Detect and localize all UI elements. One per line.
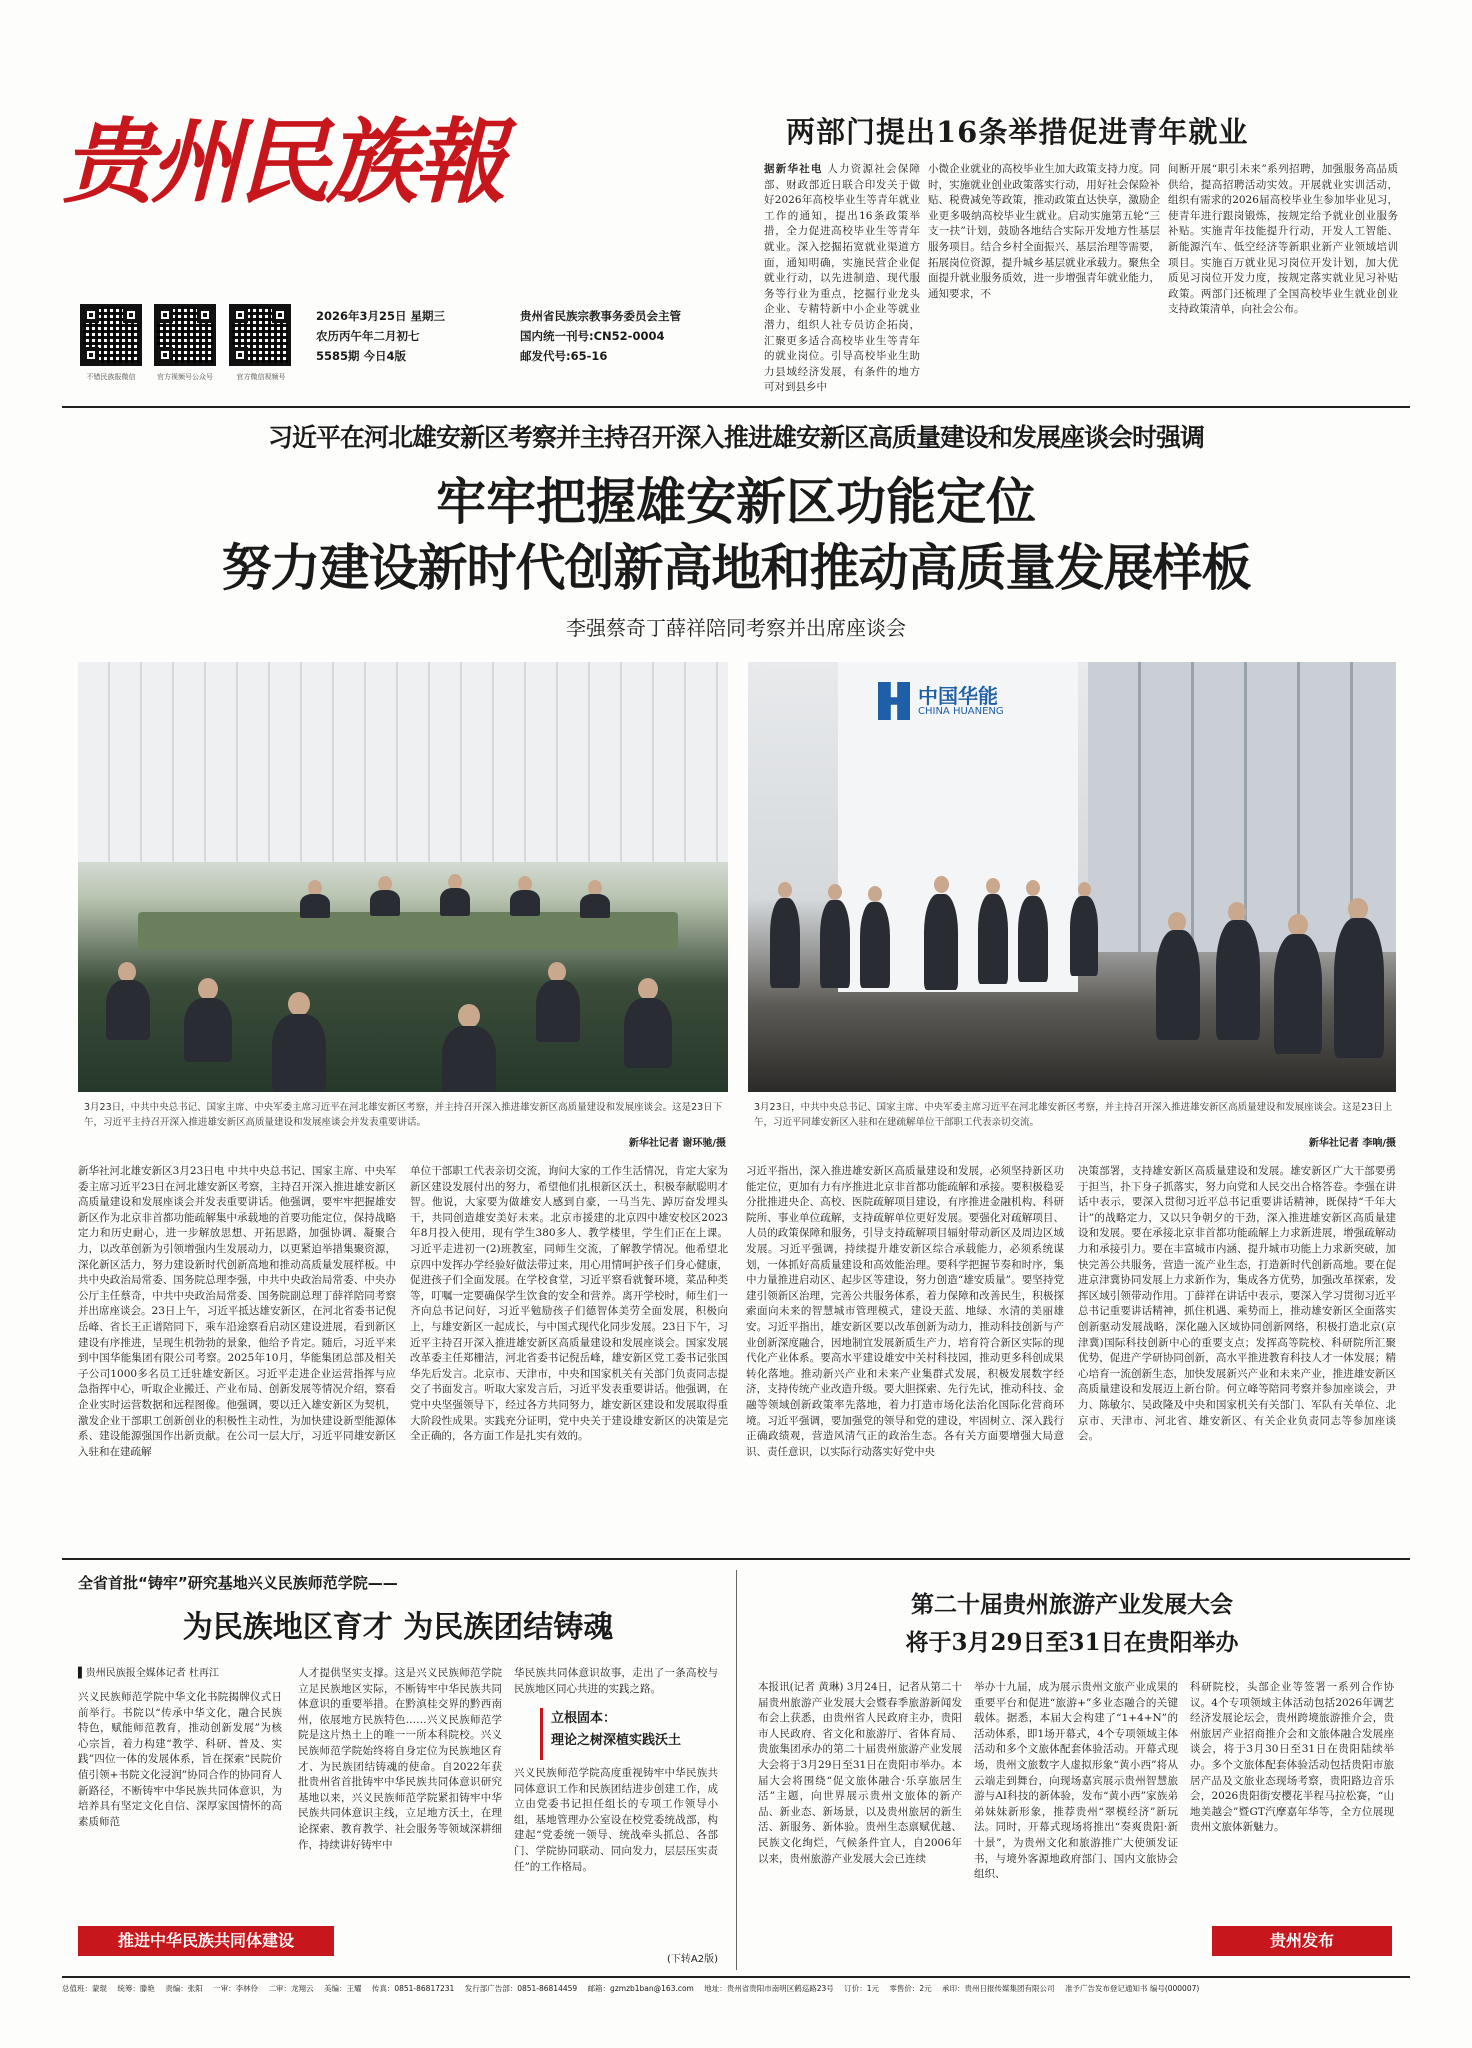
top-story-col-1 xyxy=(764,162,920,402)
masthead-date-block xyxy=(316,306,445,366)
photo-credit-right: 新华社记者 李响/摄 xyxy=(1308,1138,1396,1149)
qr-label: 不错民族报微信 xyxy=(86,373,136,381)
right-story-headline-1[interactable]: 第二十届贵州旅游产业发展大会 xyxy=(911,1591,1233,1618)
photo-caption-right: 3月23日，中共中央总书记、国家主席、中央军委主席习近平在河北雄安新区考察，并主持召开深入推进雄安新区高质量建设和发展座谈会。这是23日上午，习近平同雄安新区入驻和在建疏解单位干部职工代表亲切交流。 xyxy=(754,1102,1393,1128)
footer-item: 零售价：2元 xyxy=(889,1984,932,1993)
lead-body-col-3: 习近平指出，深入推进雄安新区高质量建设和发展，必须坚持新区功能定位，更加有力有序推进北京非首都功能疏解和承接。要积极稳妥分批推进央企、高校、医院疏解项目建设，有序推进金融机构、科研院所、事业单位疏解，支持疏解单位更好发展。要强化对疏解项目、人员的政策保障和服务，引导支持疏解项目辐射带动新区及周边区域发展。习近平强调，持续提升雄安新区综合承载能力，必须系统谋划，一体抓好高质量建设和高效能治理。要科学把握节奏和时序，集中力量推进启动区、起步区等建设，努力创造“雄安质量”。要坚持党建引领新区治理，完善公共服务体系，着力保障和改善民生，积极探索面向未来的智慧城市管理模式，建设天蓝、地绿、水清的美丽雄安。习近平指出，雄安新区要以改革创新为动力，推动科技创新与产业创新深度融合，因地制宜发展新质生产力，培育符合新区实际的现代化产业体系。要高水平建设雄安中关村科技园，推动更多科创成果转化落地。推动新兴产业和未来产业集群式发展，积极发展数字经济，支持传统产业改造升级。要大胆探索、先行先试，推动科技、金融等领域创新政策率先落地，着力打造市场化法治化国际化营商环境。习近平强调，要加强党的领导和党的建设，牢固树立、深入践行正确政绩观，营造风清气正的政治生态。各有关方面要增强大局意识、责任意识，以实际行动落实好党中央 xyxy=(746,1165,1064,1458)
byline-text: 贵州民族报全媒体记者 杜再江 xyxy=(85,1668,219,1679)
qr-code[interactable] xyxy=(154,304,216,366)
top-story-headline[interactable]: 两部门提出16条举措促进青年就业 xyxy=(786,115,1249,149)
footer-item: 责编：张阳 xyxy=(165,1984,203,1993)
sidebar-label: 立根固本： xyxy=(551,1711,617,1726)
qr-code[interactable] xyxy=(80,304,142,366)
footer-item[interactable]: 邮箱：gzmzb1ban@163.com xyxy=(587,1984,694,1993)
column-divider xyxy=(736,1570,737,1970)
footer-item: 一审：李林伶 xyxy=(213,1984,259,1993)
footer-item: 统筹：滕艳 xyxy=(117,1984,155,1993)
divider xyxy=(62,1976,1410,1978)
footer-item: 二审：龙翔云 xyxy=(268,1984,314,1993)
dateline: 据新华社电 xyxy=(764,163,823,175)
issue-date: 2026年3月25日 星期三 xyxy=(316,309,446,323)
top-story-col-2: 小微企业就业的高校毕业生加大政策支持力度。同时，实施就业创业政策落实行动，用好社会保险补贴、税费减免等政策，推动政策直达快享，激励企业更多吸纳高校毕业生就业。启动实施第五轮“三支一扶”计划，鼓励各地结合实际开发地方性基层服务项目。结合乡村全面振兴、基层治理等需要，拓展岗位资源，提升城乡基层就业承载力。聚焦全面提升就业服务质效，进一步增强青年就业能力，通知要求，不 xyxy=(928,163,1160,300)
right-story-headline-2[interactable]: 将于3月29日至31日在贵阳举办 xyxy=(905,1629,1239,1656)
top-story-col-3: 间断开展“职引未来”系列招聘，加强服务高品质供给，提高招聘活动实效。开展就业实训活动，组织有需求的2026届高校毕业生参加毕业见习，使青年进行跟岗锻炼，按规定给予就业创业服务补贴。实施青年技能提升行动，开发人工智能、新能源汽车、低空经济等新职业新产业领域培训项目。实施百万就业见习岗位开发计划，加大优质见习岗位开发力度，按规定落实就业见习补贴政策。两部门还梳理了全国高校毕业生就业创业支持政策清单，向社会公布。 xyxy=(1168,163,1398,316)
left-story-col-1: 兴义民族师范学院中华文化书院揭牌仪式日前举行。书院以“传承中华文化，融合民族特色，赋能师范教育，推动创新发展”为核心宗旨，着力构建“教学、科研、普及、实践”四位一体的发展体系，旨在探索“民院价值引领+书院文化浸润”协同合作的协同育人新路径，不断铸牢中华民族共同体意识，为培养具有坚定文化自信、深厚家国情怀的高素质师范 xyxy=(78,1691,282,1828)
footer-item: 发行部广告部：0851-86814459 xyxy=(464,1984,578,1993)
publisher: 贵州省民族宗教事务委员会主管 xyxy=(520,309,681,323)
left-story-byline xyxy=(78,1666,278,1682)
company-sign-en: CHINA HUANENG xyxy=(918,706,1004,717)
lead-subhead: 李强蔡奇丁薛祥陪同考察并出席座谈会 xyxy=(566,616,906,640)
right-story-col-2: 举办十九届，成为展示贵州文旅产业成果的重要平台和促进“旅游+”多业态融合的关键载体。据悉，本届大会构建了“1+4+N”的活动体系，即1场开幕式，4个专项领域主体活动和多个文旅体配套体验活动。开幕式现场，贵州文旅数字人虚拟形象“黄小西”将从云端走到舞台，向现场嘉宾展示贵州智慧旅游与AI科技的新体验，发布“黄小西”家族弟弟妹妹新形象，推荐贵州“翠模经济”新玩法。同时，开幕式现场将推出“奏爽贵阳·新十景”，为贵州文化和旅游推广大使颁发证书，与境外客源地政府部门、国内文旅协会组织、 xyxy=(974,1681,1178,1881)
qr-code[interactable] xyxy=(229,304,291,366)
byline-marker-icon: ▌ xyxy=(78,1668,86,1679)
masthead-title: 贵州民族報 xyxy=(62,108,503,216)
issue-number: 5585期 今日4版 xyxy=(316,349,407,363)
lead-photo-meeting[interactable] xyxy=(78,662,728,1092)
lead-headline-1[interactable]: 牢牢把握雄安新区功能定位 xyxy=(436,473,1036,531)
footer-item: 准予广告发布登记通知书 编号(000007) xyxy=(1064,1984,1200,1993)
divider xyxy=(62,406,1410,408)
lead-photo-lobby[interactable] xyxy=(748,662,1396,1092)
cn-number: 国内统一刊号:CN52-0004 xyxy=(520,329,665,343)
footer xyxy=(62,1982,1410,1996)
right-story-col-1: 本报讯(记者 黄琳) 3月24日，记者从第二十届贵州旅游产业发展大会暨春季旅游新闻发布会上获悉，由贵州省人民政府主办，贵阳市人民政府、省文化和旅游厅、省体育局、贵旅集团承办的第二十届贵州旅游产业发展大会将于3月29日至31日在贵阳市举办。本届大会将围绕“促文旅体融合·乐享旅居生活”主题，向世界展示贵州文旅体的新产品、新业态、新场景，以及贵州旅居的新生活、新服务、新体验。贵州生态禀赋优越、民族文化绚烂，气候条件宜人，自2006年以来，贵州旅游产业发展大会已连续 xyxy=(758,1681,962,1865)
left-story-headline[interactable]: 为民族地区育才 为民族团结铸魂 xyxy=(182,1610,614,1645)
left-story-kicker: 全省首批“铸牢”研究基地兴义民族师范学院—— xyxy=(78,1574,398,1592)
section-tag-right[interactable]: 贵州发布 xyxy=(1212,1926,1392,1956)
footer-item: 总值班：蒙琨 xyxy=(62,1984,107,1993)
lead-body-col-4: 决策部署，支持雄安新区高质量建设和发展。雄安新区广大干部要勇于担当，扑下身子抓落实，努力向党和人民交出合格答卷。李强在讲话中表示，要深入贯彻习近平总书记重要讲话精神，既保持“千年大计”的战略定力，又以只争朝夕的干劲，深入推进雄安新区高质量建设和发展。要在承接北京非首都功能疏解上力求新进展，增强疏解动力和承接引力。要在丰富城市内涵、提升城市功能上力求新突破，加快完善公共服务，营造一流产业生态，打造新时代创新高地。要在促进京津冀协同发展上力求新作为，集成各方优势，加强改革探索，发挥区域引领带动作用。丁薛祥在讲话中表示，要深入学习贯彻习近平总书记重要讲话精神，抓住机遇、乘势而上，推动雄安新区全面落实创新驱动发展战略，深化融入区域协同创新网络，积极打造北京(京津冀)国际科技创新中心的重要支点；发挥高等院校、科研院所汇聚优势，促进产学研协同创新，高水平推进教育科技人才一体发展；精心培育一流创新生态，加快发展新兴产业和未来产业，推进雄安新区高质量建设和发展迈上新台阶。何立峰等陪同考察并参加座谈会，尹力、陈敏尔、吴政隆及中央和国家机关有关部门、军队有关单位、北京市、天津市、河北省、雄安新区、有关企业负责同志等参加座谈会。 xyxy=(1078,1165,1396,1443)
postal-code: 邮发代号:65-16 xyxy=(520,349,608,363)
lunar-date: 农历丙午年二月初七 xyxy=(316,329,420,343)
photo-credit-left: 新华社记者 谢环驰/摄 xyxy=(628,1138,726,1149)
qr-label: 官方视频号公众号 xyxy=(157,373,213,381)
left-story-col-4: 兴义民族师范学院高度重视铸牢中华民族共同体意识工作和民族团结进步创建工作，成立由党委书记担任组长的专项工作领导小组，基地管理办公室设在校党委统战部，构建起“党委统一领导、统战牵头抓总、各部门、学院协同联动、同向发力，层层压实责任”的工作格局。 xyxy=(514,1767,718,1873)
right-story-col-3: 科研院校，头部企业等签署一系列合作协议。4个专项领域主体活动包括2026年调艺经济发展论坛会，贵州跨境旅游推介会，贵州旅居产业招商推介会和文旅体融合发展座谈会，将于3月30日至31日在贵阳陆续举办。多个文旅体配套体验活动包括贵阳市旅居产品及文旅业态现场考察，贵阳路边音乐会，2026贵阳街安樱花半程马拉松赛，“山地美越会”暨GT汽摩嘉年华等，全方位展现贵州文旅体新魅力。 xyxy=(1190,1681,1394,1834)
footer-item: 地址：贵州省贵阳市南明区鹤巡路23号 xyxy=(704,1984,834,1993)
footer-item: 订价：1元 xyxy=(844,1984,879,1993)
top-story-text: 人力资源社会保障部、财政部近日联合印发关于做好2026年高校毕业生等青年就业工作的通知，提出16条政策举措，全力促进高校毕业生等青年就业。深入挖掘拓宽就业渠道方面，通知明确，实施民营企业促就业行动，以先进制造、现代服务等行业为重点，挖掘行业龙头企业、专精特新中小企业等就业潜力，组织人社专员访企拓岗，汇聚更多适合高校毕业生等青年的就业岗位。引导高校毕业生助力县域经济发展，有条件的地方可对到县乡中 xyxy=(764,163,920,394)
sidebar-box xyxy=(540,1708,710,1760)
divider xyxy=(62,1558,1410,1560)
footer-item: 传真：0851-86817231 xyxy=(371,1984,455,1993)
left-story-col-2: 人才提供坚实支撑。这是兴义民族师范学院立足民族地区实际，不断铸牢中华民族共同体意识的重要举措。在黔滇桂交界的黔西南州，依展地方民族特色……兴义民族师范学院是这片热土上的唯一一所本科院校。兴义民族师范学院始终将自身定位为民族地区育才、为民族团结铸魂的使命。自2022年获批贵州省首批铸牢中华民族共同体意识研究基地以来，兴义民族师范学院紧扣铸牢中华民族共同体意识主线，立足地方沃土，在理论探索、教育教学、社会服务等领域深耕细作，持续讲好铸牢中 xyxy=(298,1667,502,1851)
company-sign-cn: 中国华能 xyxy=(918,684,998,708)
qr-label: 官方微信视频号 xyxy=(236,373,286,381)
lead-kicker[interactable]: 习近平在河北雄安新区考察并主持召开深入推进雄安新区高质量建设和发展座谈会时强调 xyxy=(267,423,1204,452)
footer-item: 美编：王耀 xyxy=(323,1984,362,1993)
continued-note[interactable]: (下转A2版) xyxy=(666,1954,718,1965)
sidebar-title: 理论之树深植实践沃土 xyxy=(551,1733,682,1748)
window-blinds xyxy=(78,662,728,862)
lead-body-col-2: 单位干部职工代表亲切交流，询问大家的工作生活情况，肯定大家为新区建设发展付出的努力，希望他们扎根新区沃土，积极奉献聪明才智。他说，大家要为做雄安人感到自豪，一马当先、踔厉奋发埋头干，共同创造雄安美好未来。北京市援建的北京四中雄安校区2023年8月投入使用，现有学生380多人、教学楼里，学生们正在上课。习近平走进初一(2)班教室，同师生交流，了解教学情况。他希望北京四中发挥办学经验好做法带过来，用心用情呵护孩子们身心健康，促进孩子们全面发展。在学校食堂，习近平察看就餐环境，菜品种类等，叮嘱一定要确保学生饮食的安全和营养。离开学校时，师生们一齐向总书记问好，习近平勉励孩子们德智体美劳全面发展，积极向上，与雄安新区一起成长，与中国式现代化同步发展。23日下午，习近平主持召开深入推进雄安新区高质量建设和发展座谈会。国家发展改革委主任郑栅洁，河北省委书记倪岳峰，雄安新区党工委书记张国华先后发言。北京市、天津市，中央和国家机关有关部门负责同志提交了书面发言。听取大家发言后，习近平发表重要讲话。他强调，在党中央坚强领导下，经过各方共同努力，雄安新区建设和发展取得重大阶段性成果。实践充分证明，党中央关于建设雄安新区的决策是完全正确的，各方面工作是扎实有效的。 xyxy=(410,1165,728,1443)
footer-item: 承印：贵州日报传媒集团有限公司 xyxy=(942,1984,1055,1993)
lead-body-col-1: 新华社河北雄安新区3月23日电 中共中央总书记、国家主席、中央军委主席习近平23日在河北雄安新区考察，主持召开深入推进雄安新区高质量建设和发展座谈会并发表重要讲话。他强调，要牢牢把握雄安新区作为北京非首都功能疏解集中承载地的首要功能定位，保持战略定力和历史耐心，进一步解放思想、开拓思路，加强协调、凝聚合力，以改革创新为引领增强内生发展动力，以更紧迫举措集聚资源，深化新区活力，努力建设新时代创新高地和推动高质量发展样板。中共中央政治局常委、国务院总理李强，中共中央政治局常委、中央办公厅主任蔡奇，中共中央政治局常委、国务院副总理丁薛祥陪同考察并出席座谈会。23日上午，习近平抵达雄安新区，在河北省委书记倪岳峰、省长王正谱陪同下，乘车沿途察看启动区建设进展，看到新区建设有序推进，呈现生机勃勃的景象，他给予肯定。随后，习近平来到中国华能集团有限公司考察。2025年10月，华能集团总部及相关子公司1000多名员工迁驻雄安新区。习近平走进企业运营指挥与应急指挥中心，听取企业搬迁、产业布局、创新发展等情况介绍，察看企业实时运营数据和远程图像。他强调，要以迁入雄安新区为契机，激发企业干部职工创新创业的积极性主动性，为加快建设新型能源体系、建设能源强国作出新贡献。在公司一层大厅，习近平同雄安新区入驻和在建疏解 xyxy=(78,1165,396,1458)
photo-caption-left: 3月23日，中共中央总书记、国家主席、中央军委主席习近平在河北雄安新区考察，并主持召开深入推进雄安新区高质量建设和发展座谈会。这是23日下午，习近平主持召开深入推进雄安新区高质量建设和发展座谈会并发表重要讲话。 xyxy=(84,1102,723,1128)
section-tag-left[interactable]: 推进中华民族共同体建设 xyxy=(78,1926,334,1956)
lead-headline-2[interactable]: 努力建设新时代创新高地和推动高质量发展样板 xyxy=(221,539,1251,597)
left-story-col-3: 华民族共同体意识故事，走出了一条高校与民族地区同心共进的实践之路。 xyxy=(514,1667,718,1695)
masthead-publisher-block xyxy=(520,306,681,366)
